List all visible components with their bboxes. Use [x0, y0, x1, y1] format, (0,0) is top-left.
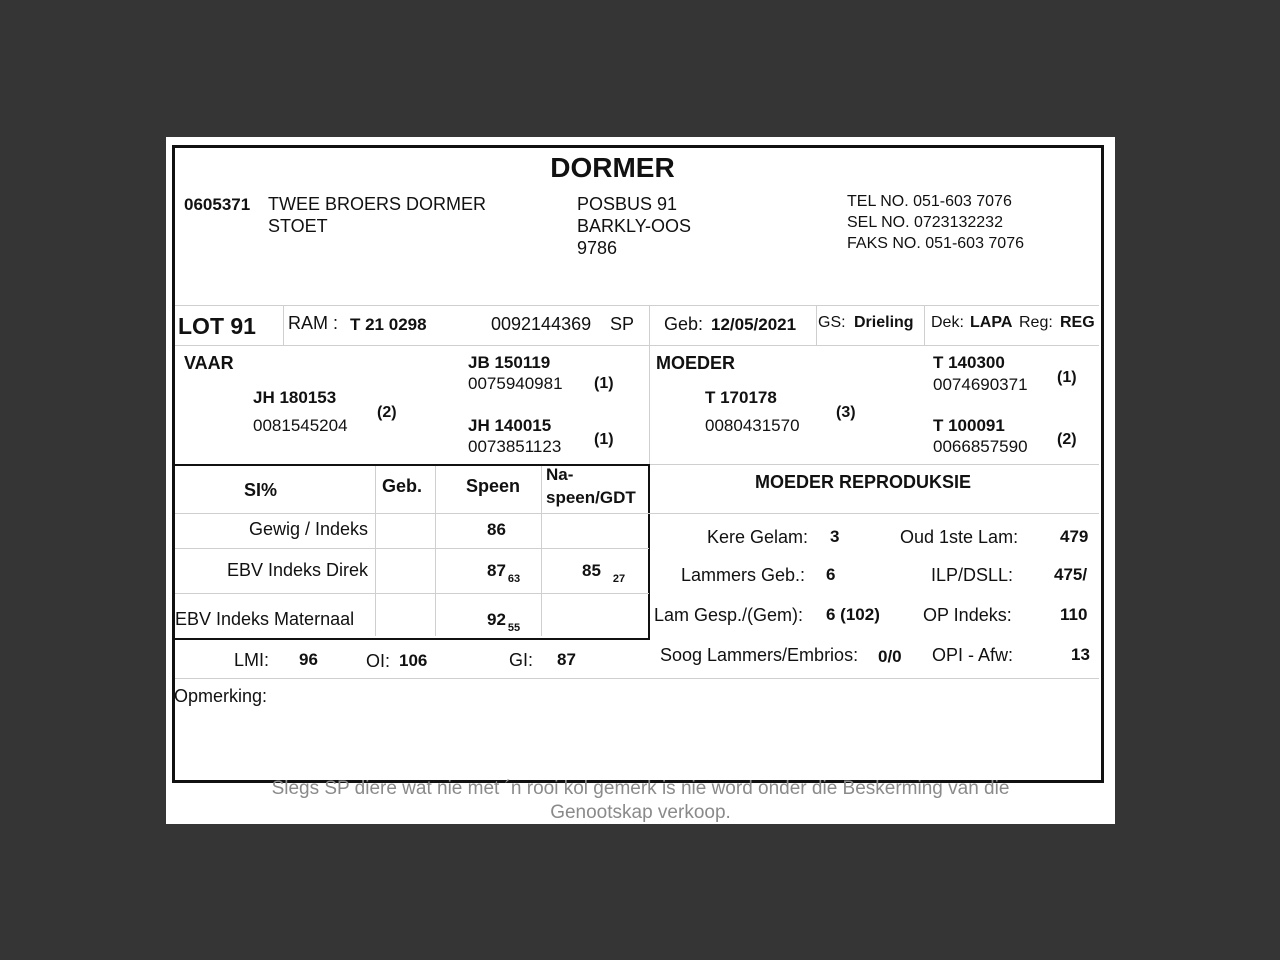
table-divider — [375, 466, 376, 636]
direk-naspeen-accuracy: 27 — [612, 573, 626, 585]
dam-sire-id: T 140300 — [933, 353, 1005, 372]
reg-label: Reg: — [1019, 314, 1053, 331]
registration-number: 0092144369 — [491, 314, 592, 334]
lam-gesp-label: Lam Gesp./(Gem): — [654, 605, 804, 625]
sire-id: JH 180153 — [253, 388, 337, 407]
dek-label: Dek: — [931, 314, 964, 331]
soog-lammers-value: 0/0 — [878, 647, 902, 666]
tel-number: TEL NO. 051-603 7076 — [847, 193, 1012, 210]
dek-value: LAPA — [970, 314, 1013, 331]
table-divider — [175, 548, 649, 549]
dam-id: T 170178 — [705, 388, 777, 407]
sire-sire-id: JB 150119 — [468, 353, 551, 372]
kere-gelam-value: 3 — [830, 527, 840, 546]
op-indeks-value: 110 — [1060, 605, 1088, 624]
opi-afw-label: OPI - Afw: — [932, 645, 1014, 665]
gewig-speen-value: 86 — [487, 520, 506, 539]
maternaal-speen-value: 92 $_{55}$ — [487, 610, 521, 634]
ram-id: T 21 0298 — [350, 315, 427, 334]
opi-afw-value: 13 — [1071, 645, 1090, 664]
lam-gesp-value: 6 (102) — [826, 605, 880, 624]
oud-1ste-lam-value: 479 — [1060, 527, 1089, 546]
moeder-label: MOEDER — [656, 353, 736, 373]
speen-header: Speen — [466, 476, 521, 496]
lammers-geb-label: Lammers Geb.: — [681, 565, 806, 585]
divider — [924, 305, 925, 345]
oi-label: OI: — [366, 651, 391, 671]
table-divider — [541, 466, 542, 636]
sire-dam-mark: (1) — [594, 431, 614, 448]
dam-sire-number: 0074690371 — [933, 375, 1028, 394]
maternaal-speen-accuracy: 55 — [507, 622, 521, 634]
ilp-dsll-label: ILP/DSLL: — [931, 565, 1014, 585]
lot-number: LOT 91 — [178, 313, 256, 339]
naspeen-header-line1: Na- — [546, 465, 574, 484]
direk-speen-value: 87 $_{63}$ — [487, 561, 521, 585]
dam-dam-mark: (2) — [1057, 431, 1077, 448]
dam-dam-number: 0066857590 — [933, 437, 1028, 456]
row-label-ebv-maternaal: EBV Indeks Maternaal — [175, 609, 355, 629]
table-divider — [175, 513, 649, 514]
divider — [816, 305, 817, 345]
oi-value: 106 — [399, 651, 428, 670]
dam-mark: (3) — [836, 404, 856, 421]
row-label-gewig: Gewig / Indeks — [248, 519, 368, 539]
divider — [283, 305, 284, 345]
divider — [649, 464, 1099, 465]
dam-dam-id: T 100091 — [933, 416, 1005, 435]
dam-number: 0080431570 — [705, 416, 800, 435]
breeder-id: 0605371 — [184, 195, 251, 214]
divider — [175, 305, 1099, 306]
divider — [175, 345, 1099, 346]
sel-number: SEL NO. 0723132232 — [847, 214, 1003, 231]
sire-sire-mark: (1) — [594, 375, 614, 392]
vaar-label: VAAR — [184, 353, 234, 373]
lammers-geb-value: 6 — [826, 565, 836, 584]
kere-gelam-label: Kere Gelam: — [707, 527, 809, 547]
sire-dam-id: JH 140015 — [468, 416, 552, 435]
soog-lammers-label: Soog Lammers/Embrios: — [660, 645, 859, 665]
card-title: DORMER — [550, 152, 675, 183]
table-divider — [435, 466, 436, 636]
gs-label: GS: — [818, 314, 846, 331]
address-line3: 9786 — [577, 238, 618, 258]
row-label-ebv-direk: EBV Indeks Direk — [226, 560, 368, 580]
naspeen-header-line2: speen/GDT — [546, 488, 636, 507]
address-line2: BARKLY-OOS — [577, 216, 692, 236]
ilp-dsll-value: 475/ — [1054, 565, 1088, 584]
geb-header: Geb. — [382, 476, 423, 496]
gi-value: 87 — [557, 650, 576, 669]
birth-date: 12/05/2021 — [711, 315, 797, 334]
dam-sire-mark: (1) — [1057, 369, 1077, 386]
divider — [649, 513, 1099, 514]
sale-catalogue-card — [166, 137, 1115, 824]
oud-1ste-lam-label: Oud 1ste Lam: — [900, 527, 1019, 547]
direk-naspeen-value: 85 $_{27}$ — [582, 561, 626, 585]
sire-number: 0081545204 — [253, 416, 348, 435]
breeder-name-line2: STOET — [268, 216, 328, 236]
ram-label: RAM : — [288, 313, 339, 333]
breeder-name-line1: TWEE BROERS DORMER — [268, 194, 487, 214]
op-indeks-label: OP Indeks: — [923, 605, 1012, 625]
direk-speen-accuracy: 63 — [507, 573, 521, 585]
gi-label: GI: — [509, 650, 534, 670]
faks-number: FAKS NO. 051-603 7076 — [847, 235, 1024, 252]
divider — [175, 678, 1099, 679]
lmi-label: LMI: — [234, 650, 270, 670]
sire-dam-number: 0073851123 — [468, 437, 562, 456]
sire-mark: (2) — [377, 404, 397, 421]
birth-date-label: Geb: — [664, 314, 704, 334]
opmerking-label: Opmerking: — [174, 686, 268, 706]
divider — [649, 305, 650, 465]
footer-line2: Genootskap verkoop. — [550, 802, 731, 823]
moeder-reproduksie-title: MOEDER REPRODUKSIE — [755, 472, 972, 492]
footer-note — [166, 777, 1115, 824]
footer-line1: Slegs SP diere wat nie met ´n rooi kol gemerk is nie word onder die Beskerming van die — [271, 778, 1010, 799]
birth-status: Drieling — [854, 314, 914, 331]
lmi-value: 96 — [299, 650, 318, 669]
si-header: SI% — [244, 480, 278, 500]
sire-sire-number: 0075940981 — [468, 374, 563, 393]
sp-mark: SP — [610, 314, 635, 334]
table-divider — [175, 593, 649, 594]
reg-value: REG — [1060, 314, 1095, 331]
address-line1: POSBUS 91 — [577, 194, 678, 214]
